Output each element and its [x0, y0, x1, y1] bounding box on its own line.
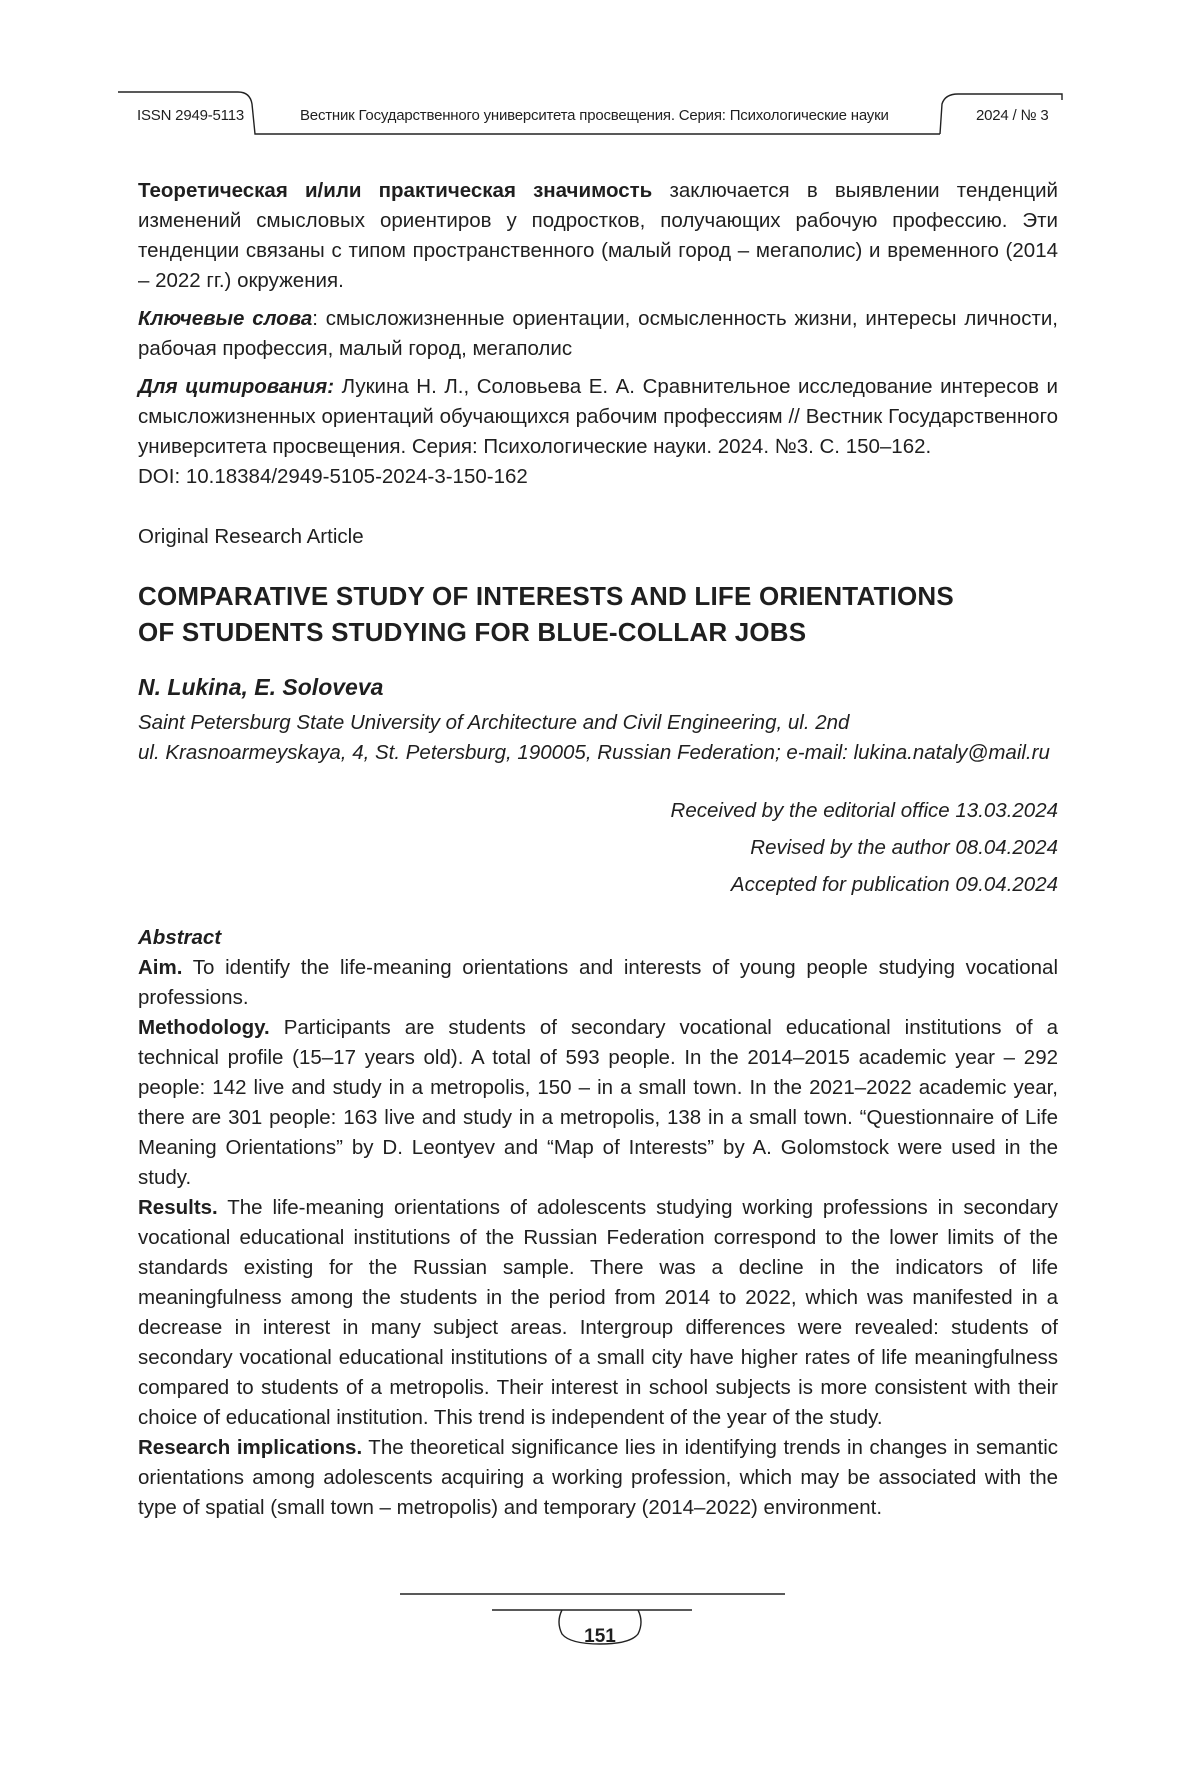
- ru-citation-paragraph: [138, 372, 1058, 462]
- article-title-line-1: COMPARATIVE STUDY OF INTERESTS AND LIFE ORIENTATIONS: [138, 581, 954, 611]
- ru-significance-paragraph: [138, 176, 1058, 296]
- article-authors: N. Lukina, E. Soloveva: [138, 674, 384, 700]
- article-dates: [138, 792, 1058, 903]
- author-affiliation: [138, 708, 1058, 768]
- ru-keywords-label: Ключевые слова: [138, 307, 313, 330]
- article-title-line-2: OF STUDENTS STUDYING FOR BLUE-COLLAR JOBS: [138, 617, 807, 647]
- ru-significance-label: Теоретическая и/или практическая значимость: [138, 179, 653, 202]
- header-issn: ISSN 2949-5113: [137, 107, 244, 124]
- methodology-text: Participants are students of secondary vocational educational institutions of a technical profile (15–17 years old). A total of 593 people. In the 2014–2015 academic year – 292 people: 142 live and study in a metropolis, 150 – in a small town. In the 2021–2022 academic year, there are 301 people: 163 live and study in a metropolis, 138 in a small town. “Questionnaire of Life Meaning Orientations” by D. Leontyev and “Map of Interests” by A. Golomstock were used in the study.: [138, 1016, 1058, 1189]
- ru-citation-label: Для цитирования:: [138, 375, 335, 398]
- ru-significance-text: заключается в выявлении тенденций изменений смысловых ориентиров у подростков, получающих рабочую профессию. Эти тенденции связаны с типом пространственного (малый город – мегаполис) и временного (2014 – 2022 гг.) окружения.: [138, 179, 1059, 292]
- aim-label: Aim.: [138, 956, 183, 979]
- page-content: [138, 176, 1058, 1523]
- methodology-label: Methodology.: [138, 1016, 270, 1039]
- aim-text: To identify the life-meaning orientations and interests of young people studying vocational professions.: [138, 956, 1058, 1009]
- abstract-methodology: [138, 1013, 1058, 1193]
- abstract-heading: Abstract: [138, 926, 222, 949]
- article-title: [138, 578, 1058, 650]
- affiliation-line-2: ul. Krasnoarmeyskaya, 4, St. Petersburg, 190005, Russian Federation; e-mail: lukina.nataly@mail.ru: [138, 741, 1050, 764]
- ru-citation-text: Лукина Н. Л., Соловьева Е. А. Сравнительное исследование интересов и смысложизненных ориентаций обучающихся рабочим профессиям // Вестник Государственного университета просвещения. Серия: Психологические науки. 2024. №3. С. 150–162.: [138, 375, 1058, 458]
- date-revised: Revised by the author 08.04.2024: [750, 836, 1058, 859]
- implications-label: Research implications.: [138, 1436, 363, 1459]
- abstract-implications: [138, 1433, 1058, 1523]
- ru-doi: DOI: 10.18384/2949-5105-2024-3-150-162: [138, 465, 528, 488]
- affiliation-line-1: Saint Petersburg State University of Architecture and Civil Engineering, ul. 2nd: [138, 711, 850, 734]
- date-received: Received by the editorial office 13.03.2024: [670, 799, 1058, 822]
- results-text: The life-meaning orientations of adolescents studying working professions in secondary vocational educational institutions of the Russian Federation correspond to the lower limits of the standards existing for the Russian sample. There was a decline in the indicators of life meaningfulness among the students in the period from 2014 to 2022, which was manifested in a decrease in interest in many subject areas. Intergroup differences were revealed: students of secondary vocational educational institutions of a small city have higher rates of life meaningfulness compared to students of a metropolis. Their interest in school subjects is more consistent with their choice of educational institution. This trend is independent of the year of the study.: [138, 1196, 1058, 1429]
- abstract-results: [138, 1193, 1058, 1433]
- header-journal-title: Вестник Государственного университета просвещения. Серия: Психологические науки: [300, 107, 889, 124]
- header-frame-lines: [0, 0, 1200, 150]
- page-number: 151: [584, 1626, 616, 1647]
- running-header: [0, 0, 1200, 150]
- implications-text: The theoretical significance lies in identifying trends in changes in semantic orientations among adolescents acquiring a working profession, which may be associated with the type of spatial (small town – metropolis) and temporary (2014–2022) environment.: [138, 1436, 1058, 1519]
- header-issue: 2024 / № 3: [976, 107, 1049, 124]
- ru-keywords-text: : смысложизненные ориентации, осмысленность жизни, интересы личности, рабочая профессия, малый город, мегаполис: [138, 307, 1058, 360]
- results-label: Results.: [138, 1196, 218, 1219]
- abstract-aim: [138, 953, 1058, 1013]
- article-type: Original Research Article: [138, 525, 364, 548]
- date-accepted: Accepted for publication 09.04.2024: [730, 873, 1058, 896]
- ru-keywords-paragraph: [138, 304, 1058, 364]
